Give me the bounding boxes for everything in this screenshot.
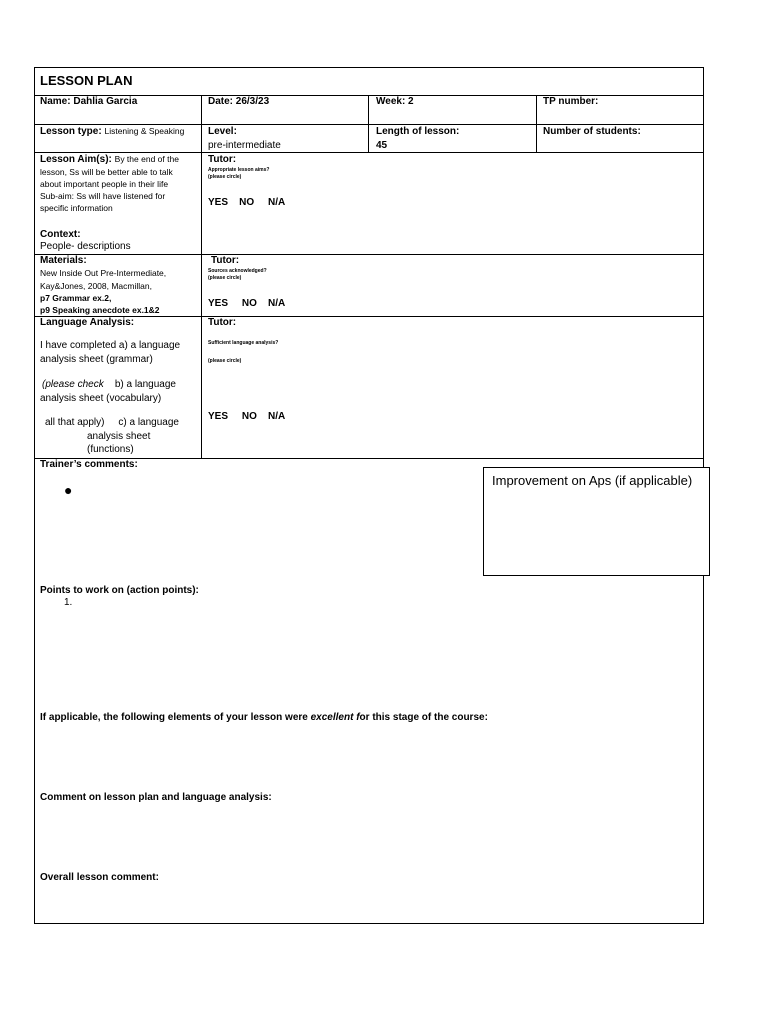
lesson-type-label: Lesson type: <box>40 126 102 137</box>
excellent-pre: If applicable, the following elements of your lesson were <box>40 712 311 723</box>
language-analysis-line: analysis sheet <box>87 431 151 442</box>
language-analysis-line: I have completed a) a language <box>40 340 181 351</box>
column-divider <box>536 95 537 152</box>
divider <box>34 124 704 125</box>
language-analysis-label: Language Analysis: <box>40 317 135 328</box>
comment-plan-label: Comment on lesson plan and language analysis: <box>40 792 272 803</box>
tutor-instruction: (please circle) <box>208 174 242 180</box>
lesson-aims-line: lesson, Ss will be better able to talk <box>40 167 173 177</box>
overall-comment-label: Overall lesson comment: <box>40 872 159 883</box>
tutor-label: Tutor: <box>208 317 237 328</box>
tutor-question: Appropriate lesson aims? <box>208 167 270 173</box>
excellent-word: excellent f <box>310 712 360 723</box>
bullet-icon: ● <box>64 482 73 498</box>
language-analysis-line: analysis sheet (vocabulary) <box>40 393 162 404</box>
trainer-comments-label: Trainer’s comments: <box>40 459 138 470</box>
lesson-type <box>40 126 184 137</box>
lesson-aims-line: Sub-aim: Ss will have listened for <box>40 191 166 201</box>
tutor-instruction: (please circle) <box>208 275 242 281</box>
divider <box>34 152 704 153</box>
excellent-post: or this stage of the course: <box>359 712 488 723</box>
tp-number-label: TP number: <box>543 96 599 107</box>
week-number: Week: 2 <box>376 96 414 107</box>
materials-line: Kay&Jones, 2008, Macmillan, <box>40 281 152 291</box>
tutor-instruction: (please circle) <box>208 358 242 364</box>
circle-options: YES NO N/A <box>208 298 286 309</box>
language-analysis-line: all that apply) c) a language <box>45 417 179 428</box>
circle-options: YES NO N/A <box>208 197 286 208</box>
language-analysis-line: (functions) <box>87 444 134 455</box>
improvement-box <box>483 467 710 576</box>
check-hint: (please check <box>42 379 104 390</box>
students-count-label: Number of students: <box>543 126 641 137</box>
action-points-label: Points to work on (action points): <box>40 585 199 596</box>
lesson-aims-line: about important people in their life <box>40 179 169 189</box>
language-analysis-line <box>42 379 176 390</box>
materials-label: Materials: <box>40 255 87 266</box>
lesson-aims-label: Lesson Aim(s): <box>40 154 112 165</box>
context-label: Context: <box>40 229 81 240</box>
lesson-aims-line: specific information <box>40 203 113 213</box>
materials-line: p9 Speaking anecdote ex.1&2 <box>40 305 160 315</box>
divider <box>34 316 704 317</box>
tutor-label: Tutor: <box>211 255 240 266</box>
lesson-date: Date: 26/3/23 <box>208 96 270 107</box>
level-value: pre-intermediate <box>208 140 281 151</box>
lesson-type-value: Listening & Speaking <box>104 126 185 136</box>
option-b: b) a language <box>103 379 176 390</box>
excellent-elements-label <box>40 712 488 723</box>
improvement-label: Improvement on Aps (if applicable) <box>492 473 693 488</box>
lesson-aims <box>40 154 179 165</box>
lesson-aims-line: By the end of the <box>114 154 179 164</box>
tutor-question: Sources acknowledged? <box>208 268 267 274</box>
column-divider <box>201 95 202 458</box>
tutor-question: Sufficient language analysis? <box>208 340 279 346</box>
language-analysis-line: analysis sheet (grammar) <box>40 354 153 365</box>
context-value: People- descriptions <box>40 241 131 252</box>
divider <box>34 254 704 255</box>
lesson-length-value: 45 <box>376 140 388 151</box>
lesson-length-label: Length of lesson: <box>376 126 460 137</box>
materials-line: New Inside Out Pre-Intermediate, <box>40 268 167 278</box>
circle-options: YES NO N/A <box>208 411 286 422</box>
action-point-number: 1. <box>64 597 73 608</box>
materials-line: p7 Grammar ex.2, <box>40 293 112 303</box>
level-label: Level: <box>208 126 237 137</box>
column-divider <box>368 95 369 152</box>
tutor-label: Tutor: <box>208 154 237 165</box>
student-name: Name: Dahlia Garcia <box>40 96 138 107</box>
page-title: LESSON PLAN <box>40 73 133 88</box>
